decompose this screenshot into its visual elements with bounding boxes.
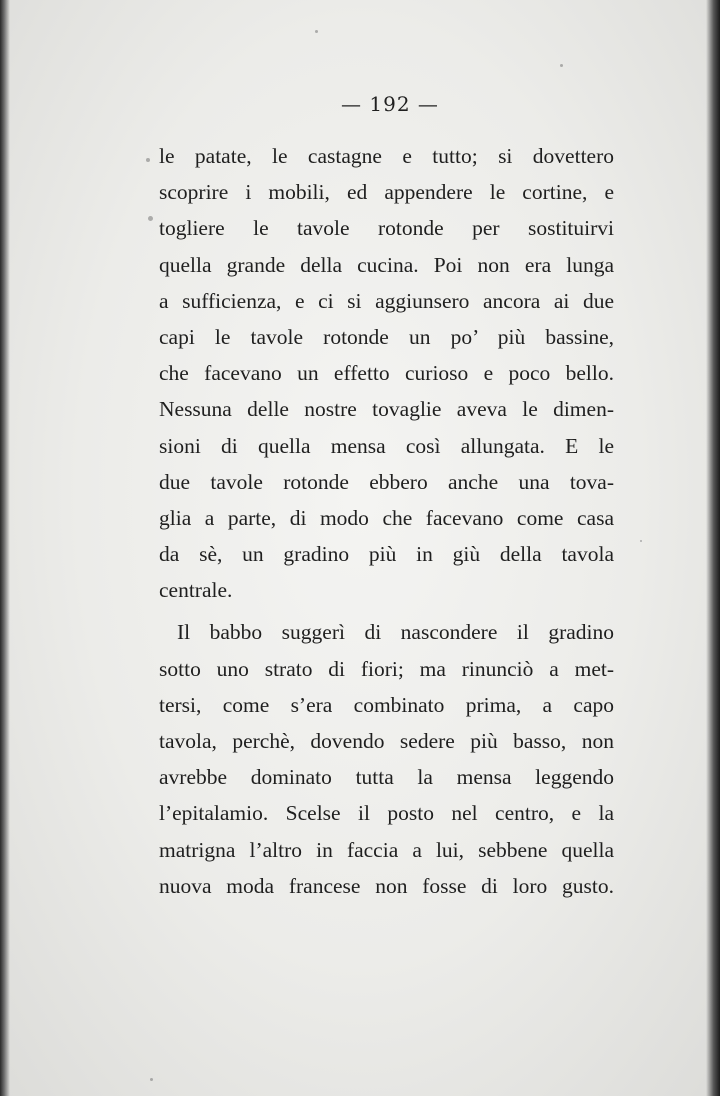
scan-speck [150, 1078, 153, 1081]
text-line: togliere le tavole rotonde per sostituirvi [159, 216, 614, 241]
text-line: a sufficienza, e ci si aggiunsero ancora ai due [159, 288, 614, 313]
scan-speck [560, 64, 563, 67]
text-line: capi le tavole rotonde un po’ più bassine, [159, 324, 614, 349]
text-line: sioni di quella mensa così allungata. E le [159, 433, 614, 458]
page-number: — 192 — [341, 92, 439, 116]
body-text [159, 138, 614, 904]
scan-speck [640, 540, 642, 542]
text-line: due tavole rotonde ebbero anche una tova- [159, 469, 614, 494]
text-line: che facevano un effetto curioso e poco bello. [159, 361, 614, 386]
scan-speck [148, 216, 153, 221]
text-line: Il babbo suggerì di nascondere il gradino [177, 620, 614, 645]
text-line: centrale. [159, 578, 233, 603]
text-line: glia a parte, di modo che facevano come casa [159, 505, 614, 530]
scan-edge-left [0, 0, 10, 1096]
text-line: tavola, perchè, dovendo sedere più basso, non [159, 729, 614, 753]
text-line: l’epitalamio. Scelse il posto nel centro, e la [159, 801, 614, 826]
text-line: tersi, come s’era combinato prima, a capo [159, 692, 614, 717]
text-line: Nessuna delle nostre tovaglie aveva le dimen- [159, 397, 614, 422]
scan-speck [146, 158, 150, 162]
text-line: sotto uno strato di fiori; ma rinunciò a met- [159, 656, 614, 681]
text-line: quella grande della cucina. Poi non era lunga [159, 252, 614, 277]
scan-edge-right [706, 0, 720, 1096]
paragraph-1 [159, 138, 614, 608]
scan-speck [315, 30, 318, 33]
text-line: nuova moda francese non fosse di loro gusto. [159, 873, 614, 898]
text-line: avrebbe dominato tutta la mensa leggendo [159, 765, 614, 790]
text-line: da sè, un gradino più in giù della tavola [159, 542, 614, 567]
text-line: le patate, le castagne e tutto; si dovettero [159, 144, 614, 168]
text-line: matrigna l’altro in faccia a lui, sebbene quella [159, 837, 614, 862]
text-line: scoprire i mobili, ed appendere le cortine, e [159, 180, 614, 205]
paragraph-2 [159, 614, 614, 904]
